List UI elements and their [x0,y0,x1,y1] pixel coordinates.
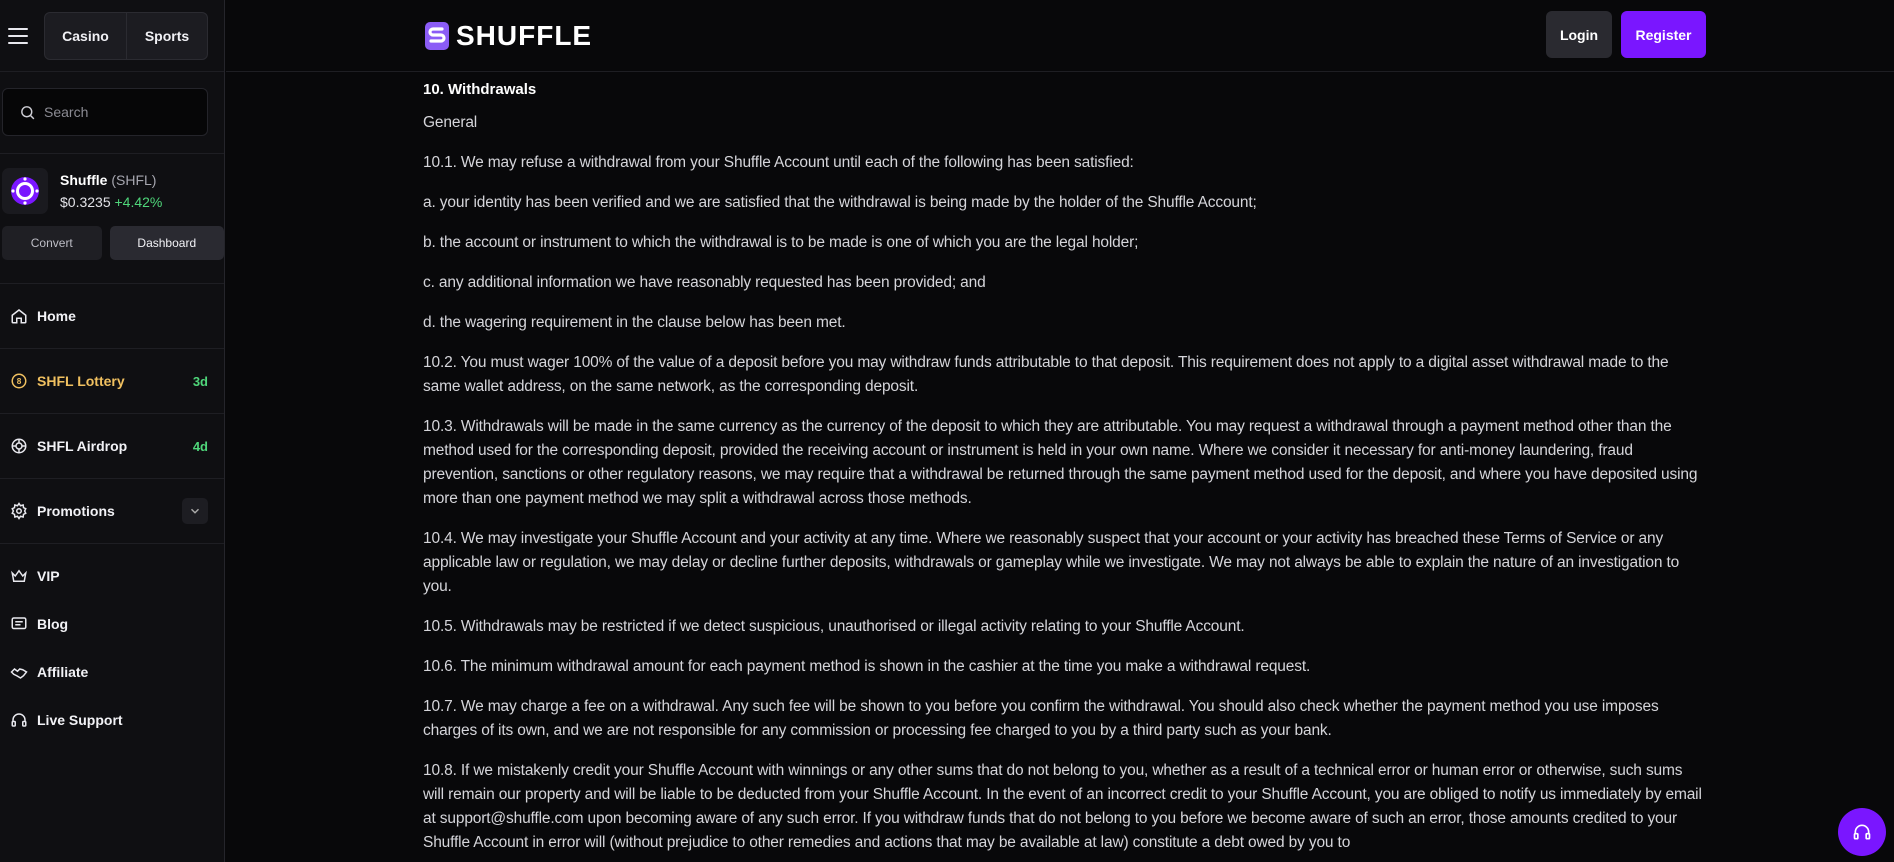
clause-10-1: 10.1. We may refuse a withdrawal from your Shuffle Account until each of the following has been satisfied: [423,154,1134,171]
clause-10-2: 10.2. You must wager 100% of the value of a deposit before you may withdraw funds attributable to that deposit. This requirement does not apply to a digital asset withdrawal made to the same wallet address, on the same network, as the corresponding deposit. [423,354,1669,395]
register-button[interactable]: Register [1621,11,1706,58]
clause-10-1-c: c. any additional information we have reasonably requested has been provided; and [423,274,986,291]
live-support-button[interactable] [1838,808,1886,856]
sidebar-secondary-nav [0,544,224,744]
clause-10-6: 10.6. The minimum withdrawal amount for each payment method is shown in the cashier at the time you make a withdrawal request. [423,658,1311,675]
clause-10-5: 10.5. Withdrawals may be restricted if we detect suspicious, unauthorised or illegal activity relating to your Shuffle Account. [423,618,1245,635]
airdrop-badge: 4d [192,438,208,454]
sidebar-item-lottery[interactable]: 8 SHFL Lottery 3d [0,349,224,414]
section-heading: 10. Withdrawals [423,81,537,98]
search-input[interactable] [44,104,194,120]
mode-switch [44,12,208,60]
shuffle-logo[interactable] [424,20,592,52]
clause-10-1-a: a. your identity has been verified and we are satisfied that the withdrawal is being made by the holder of the Shuffle Account; [423,194,1257,211]
shfl-token-icon [2,168,48,214]
clause-10-4: 10.4. We may investigate your Shuffle Account and your activity at any time. Where we reasonably suspect that your account or your activity has breached these Terms of Service or any applicable law or regulation, we may delay or decline further deposits, withdrawals or gameplay while we investigate. We may not always be able to explain the nature of an investigation to you. [423,530,1680,595]
sidebar [0,0,225,862]
sidebar-item-airdrop[interactable]: SHFL Airdrop 4d [0,414,224,479]
lottery-badge: 3d [192,373,208,389]
terms-content [423,72,1703,855]
headset-icon [1852,822,1872,842]
sidebar-item-home[interactable]: Home [0,284,224,349]
handshake-icon [10,663,28,681]
clause-10-7: 10.7. We may charge a fee on a withdrawal. Any such fee will be shown to you before you confirm the withdrawal. You should also check whether the payment method you use imposes charges of its own, and we are not responsible for any commission or processing fee charged to you by a third party such as your bank. [423,698,1659,739]
section-subheading: General [423,114,478,131]
clause-10-1-b: b. the account or instrument to which the withdrawal is to be made is one of which you are the legal holder; [423,234,1139,251]
logo-text: SHUFFLE [456,20,593,51]
blog-icon [10,615,28,633]
sidebar-item-affiliate[interactable]: Affiliate [0,648,224,696]
sidebar-item-live-support[interactable]: Live Support [0,696,224,744]
home-icon [10,307,28,325]
airdrop-icon [10,437,28,455]
shuffle-logo-icon [424,21,450,51]
token-change: +4.42% [114,194,163,210]
search-section [0,72,224,154]
clause-10-3: 10.3. Withdrawals will be made in the same currency as the currency of the deposit to which they are attributable. You may request a withdrawal through a payment method other than the method used for the corresponding deposit, provided the receiving account or instrument is held in your own name. Where we consider it necessary for anti-money laundering, fraud prevention, sanctions or other regulatory reasons, we may require that a withdrawal be returned through the same payment method used for the deposit, and where you have deposited using more than one payment method we may split a withdrawal across those methods. [423,418,1698,507]
crown-icon [10,567,28,585]
dashboard-button[interactable]: Dashboard [110,226,224,260]
sidebar-item-promotions[interactable]: Promotions [0,479,224,544]
login-button[interactable]: Login [1546,11,1612,58]
sidebar-item-vip[interactable]: VIP [0,552,224,600]
clause-10-8: 10.8. If we mistakenly credit your Shuffle Account with winnings or any other sums that do not belong to you, whether as a result of a technical error or human error or otherwise, such sums will remain our property and will be liable to be deducted from your Shuffle Account. In the event of an incorrect credit to your Shuffle Account, you are obliged to notify us immediately by email at support@shuffle.com upon becoming aware of any such error. If you withdraw funds that do not belong to you before we become aware of such an error, those amounts credited to your Shuffle Account in error will (without prejudice to other remedies and actions that may be available at law) constitute a debt owed by you to [423,762,1702,851]
search-box [2,88,208,136]
sports-tab[interactable]: Sports [126,13,207,59]
lottery-icon [10,372,28,390]
casino-tab[interactable]: Casino [62,27,109,44]
token-panel [0,154,224,284]
menu-icon[interactable] [8,28,28,44]
convert-button[interactable]: Convert [2,226,102,260]
sidebar-top [0,0,224,72]
gear-icon [10,502,28,520]
top-bar [226,0,1894,72]
token-name: Shuffle (SHFL) [60,172,157,188]
svg-text:8: 8 [16,377,22,386]
headset-icon [10,711,28,729]
chevron-down-icon[interactable] [182,498,208,524]
clause-10-1-d: d. the wagering requirement in the clause below has been met. [423,314,846,331]
search-icon [19,104,36,121]
sidebar-item-blog[interactable]: Blog [0,600,224,648]
token-price: $0.3235 +4.42% [60,194,163,210]
